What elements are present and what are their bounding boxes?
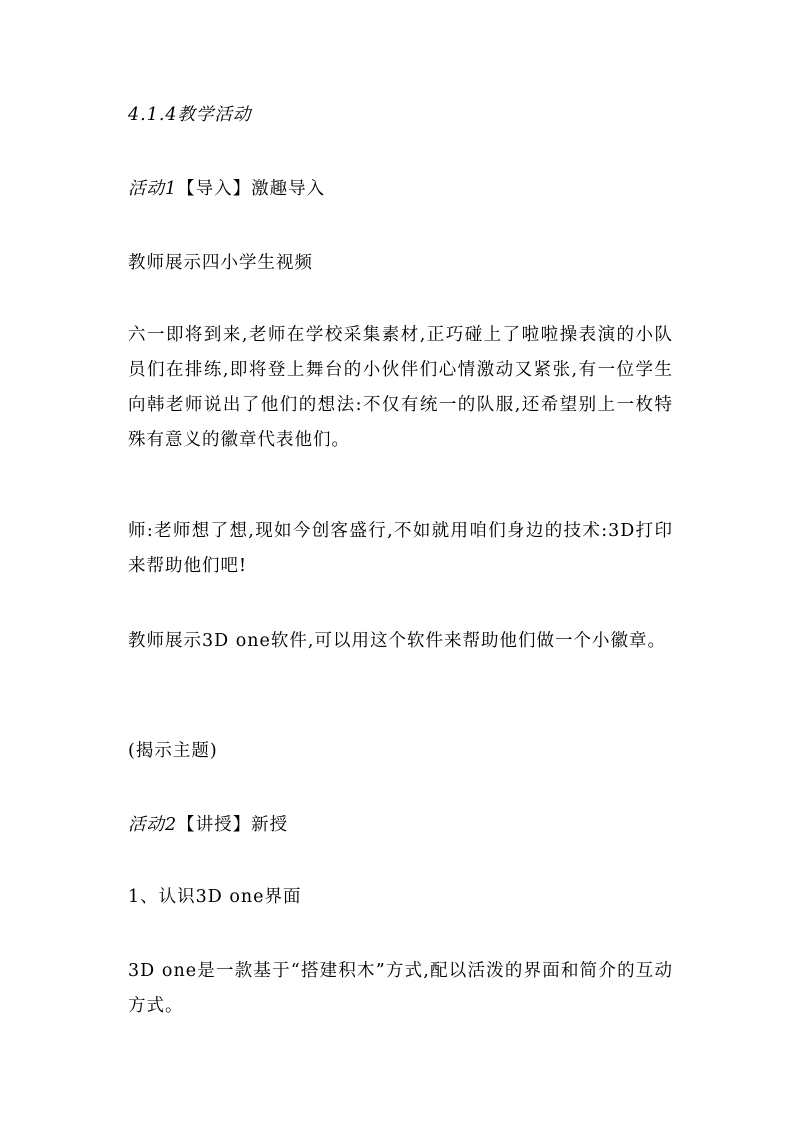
paragraph-software: 教师展示3D one软件,可以用这个软件来帮助他们做一个小徽章。	[128, 631, 666, 651]
paragraph-description: 3D one是一款基于“搭建积木”方式,配以活泼的界面和简介的互动方式。	[128, 961, 673, 1016]
activity2-heading	[128, 808, 673, 843]
activity2-tag: 【讲授】	[177, 815, 252, 835]
paragraph-story: 六一即将到来,老师在学校采集素材,正巧碰上了啦啦操表演的小队员们在排练,即将登上舞台的小伙伴们心情激动又紧张,有一位学生向韩老师说出了他们的想法:不仅有统一的队服,还希望别上一枚特殊有意义的徽章代表他们。	[128, 325, 673, 450]
activity1-heading	[128, 172, 673, 207]
activity2-prefix: 活动2	[128, 815, 178, 835]
paragraph-video: 教师展示四小学生视频	[128, 253, 313, 273]
paragraph-interface: 1、认识3D one界面	[128, 887, 302, 907]
section-title	[128, 98, 673, 133]
section-title-text: 4.1.4教学活动	[128, 105, 252, 125]
paragraph-topic: (揭示主题)	[128, 741, 218, 761]
paragraph-teacher: 师:老师想了想,现如今创客盛行,不如就用咱们身边的技术:3D打印来帮助他们吧!	[128, 521, 673, 576]
activity1-prefix: 活动1	[128, 179, 178, 199]
activity1-title: 激趣导入	[251, 179, 326, 199]
activity2-title: 新授	[251, 815, 289, 835]
activity1-tag: 【导入】	[177, 179, 252, 199]
